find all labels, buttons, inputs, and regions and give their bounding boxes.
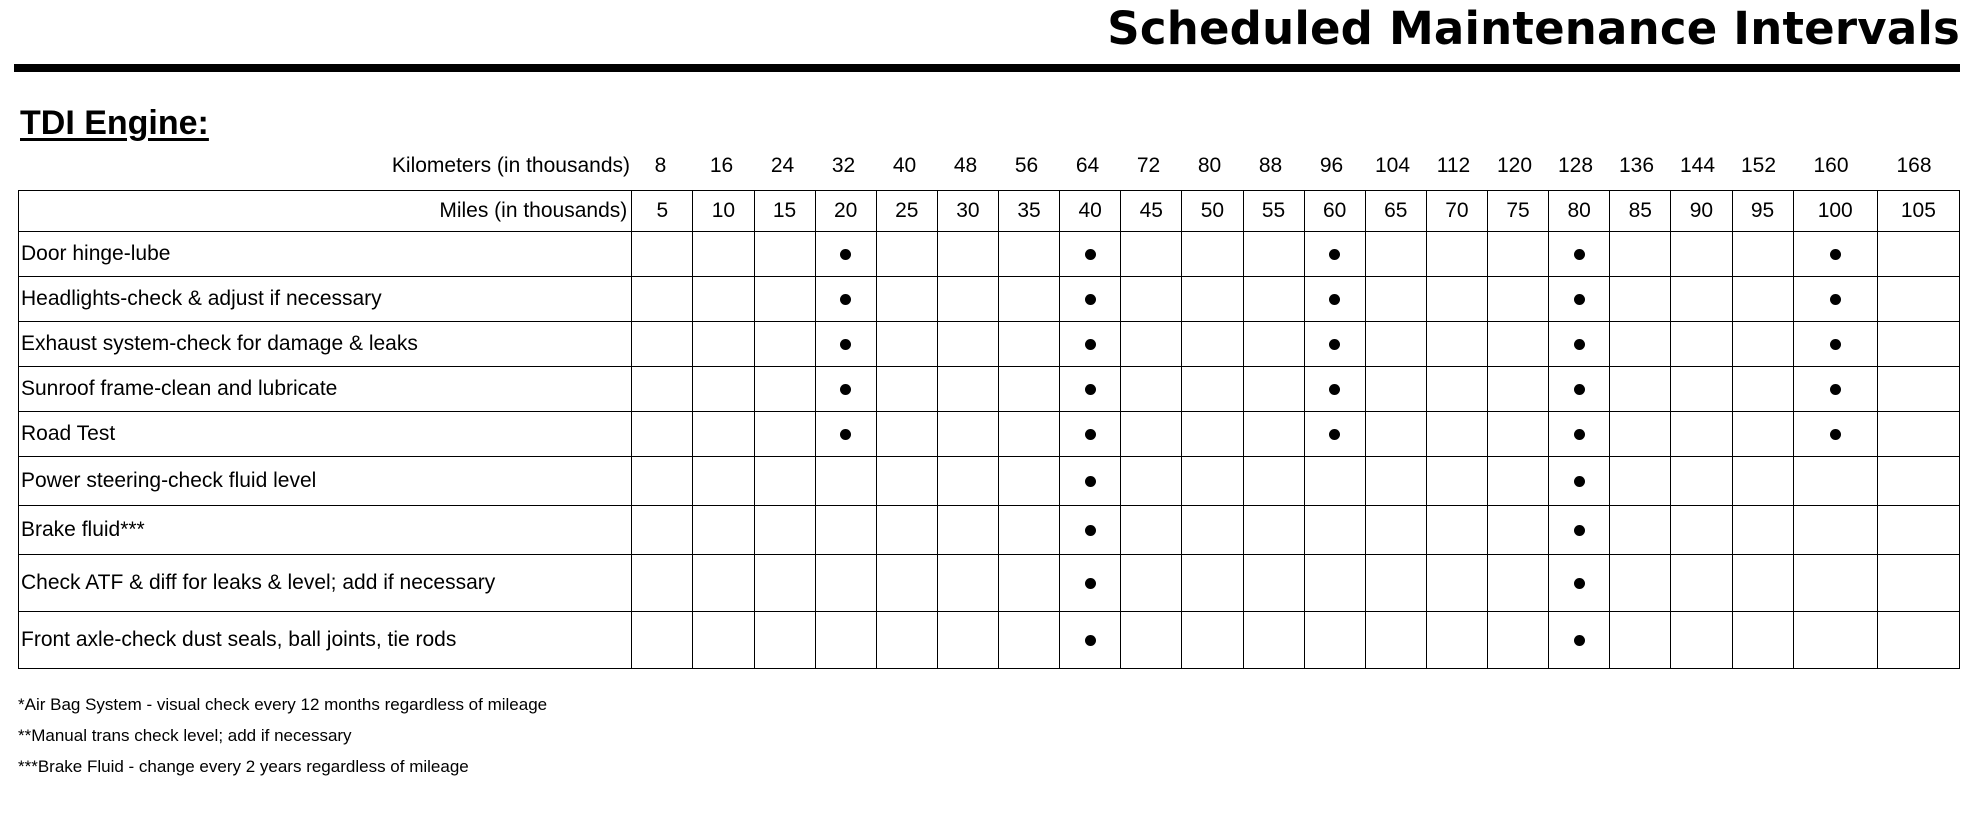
miles-value: 25 [876, 191, 937, 232]
interval-cell [1732, 277, 1793, 322]
interval-cell [1243, 277, 1304, 322]
interval-cell [1182, 412, 1243, 457]
interval-cell [1793, 412, 1877, 457]
interval-cell [1549, 612, 1610, 669]
interval-cell [999, 277, 1060, 322]
km-value: 128 [1557, 154, 1594, 177]
interval-cell [1549, 506, 1610, 555]
kilometers-header-label: Kilometers (in thousands) [391, 154, 630, 177]
km-value: 112 [1436, 154, 1471, 177]
interval-cell [1304, 457, 1365, 506]
interval-cell [815, 612, 876, 669]
interval-cell [1671, 232, 1732, 277]
km-value: 120 [1496, 154, 1533, 177]
interval-cell [999, 555, 1060, 612]
interval-cell [1488, 612, 1549, 669]
interval-cell [815, 277, 876, 322]
scheduled-dot-icon [1574, 249, 1585, 260]
interval-cell [754, 612, 815, 669]
table-row [19, 612, 1960, 669]
interval-cell [1549, 555, 1610, 612]
interval-cell [1488, 277, 1549, 322]
km-value: 160 [1813, 154, 1849, 177]
interval-cell [1243, 457, 1304, 506]
scheduled-dot-icon [1830, 339, 1841, 350]
miles-value: 20 [815, 191, 876, 232]
interval-cell [999, 612, 1060, 669]
table-row [19, 322, 1960, 367]
miles-value: 65 [1365, 191, 1426, 232]
interval-cell [1549, 412, 1610, 457]
scheduled-dot-icon [840, 249, 851, 260]
miles-value: 100 [1793, 191, 1877, 232]
interval-cell [1426, 412, 1487, 457]
interval-cell [999, 232, 1060, 277]
interval-cell [1488, 232, 1549, 277]
table-row [19, 232, 1960, 277]
interval-cell [632, 612, 693, 669]
interval-cell [1304, 506, 1365, 555]
interval-cell [1732, 232, 1793, 277]
interval-cell [1426, 322, 1487, 367]
interval-cell [632, 457, 693, 506]
interval-cell [1793, 555, 1877, 612]
section-title: TDI Engine: [20, 104, 209, 142]
interval-cell [693, 277, 754, 322]
interval-cell [693, 506, 754, 555]
interval-cell [1732, 457, 1793, 506]
interval-cell [1732, 506, 1793, 555]
interval-cell [1243, 506, 1304, 555]
interval-cell [693, 555, 754, 612]
interval-cell [1304, 555, 1365, 612]
interval-cell [754, 232, 815, 277]
interval-cell [1304, 277, 1365, 322]
interval-cell [1426, 457, 1487, 506]
interval-cell [1365, 506, 1426, 555]
interval-cell [876, 322, 937, 367]
interval-cell [1121, 277, 1182, 322]
interval-cell [1732, 555, 1793, 612]
interval-cell [876, 612, 937, 669]
interval-cell [1877, 457, 1959, 506]
interval-cell [815, 412, 876, 457]
scheduled-dot-icon [1329, 339, 1340, 350]
interval-cell [1732, 412, 1793, 457]
interval-cell [1121, 322, 1182, 367]
interval-cell [1732, 367, 1793, 412]
table-row [19, 367, 1960, 412]
miles-value: 15 [754, 191, 815, 232]
interval-cell [1365, 367, 1426, 412]
km-value: 56 [1014, 154, 1039, 177]
interval-cell [1671, 457, 1732, 506]
interval-cell [999, 322, 1060, 367]
interval-cell [1671, 612, 1732, 669]
interval-cell [1549, 232, 1610, 277]
interval-cell [1426, 367, 1487, 412]
miles-value: 40 [1060, 191, 1121, 232]
interval-cell [1610, 232, 1671, 277]
interval-cell [1610, 506, 1671, 555]
km-value: 136 [1618, 154, 1655, 177]
miles-value: 55 [1243, 191, 1304, 232]
km-value: 168 [1896, 154, 1932, 177]
interval-cell [1732, 322, 1793, 367]
interval-cell [1304, 612, 1365, 669]
footnotes [18, 689, 547, 782]
miles-value: 75 [1488, 191, 1549, 232]
interval-cell [937, 412, 998, 457]
interval-cell [1793, 322, 1877, 367]
footnote: **Manual trans check level; add if necessary [18, 726, 352, 745]
interval-cell [1304, 367, 1365, 412]
interval-cell [1549, 322, 1610, 367]
interval-cell [1060, 232, 1121, 277]
miles-value: 95 [1732, 191, 1793, 232]
task-label: Headlights-check & adjust if necessary [19, 277, 632, 322]
miles-value: 5 [632, 191, 693, 232]
task-label: Power steering-check fluid level [19, 457, 632, 506]
interval-cell [999, 457, 1060, 506]
interval-cell [1121, 412, 1182, 457]
miles-value: 35 [999, 191, 1060, 232]
interval-cell [999, 367, 1060, 412]
interval-cell [632, 232, 693, 277]
miles-value: 45 [1121, 191, 1182, 232]
scheduled-dot-icon [840, 384, 851, 395]
task-label: Brake fluid*** [19, 506, 632, 555]
interval-cell [1671, 555, 1732, 612]
interval-cell [1182, 506, 1243, 555]
interval-cell [632, 555, 693, 612]
miles-value: 80 [1549, 191, 1610, 232]
interval-cell [632, 277, 693, 322]
interval-cell [1549, 457, 1610, 506]
scheduled-dot-icon [840, 339, 851, 350]
interval-cell [815, 232, 876, 277]
km-value: 48 [953, 154, 978, 177]
miles-value: 90 [1671, 191, 1732, 232]
scheduled-dot-icon [1830, 384, 1841, 395]
interval-cell [1121, 457, 1182, 506]
interval-cell [754, 367, 815, 412]
task-label: Road Test [19, 412, 632, 457]
maintenance-table [18, 190, 1960, 669]
km-value: 104 [1374, 154, 1411, 177]
interval-cell [1243, 412, 1304, 457]
interval-cell [1182, 367, 1243, 412]
interval-cell [1426, 555, 1487, 612]
interval-cell [1426, 612, 1487, 669]
interval-cell [632, 506, 693, 555]
interval-cell [1060, 322, 1121, 367]
table-row [19, 506, 1960, 555]
interval-cell [876, 412, 937, 457]
interval-cell [1488, 457, 1549, 506]
miles-value: 105 [1877, 191, 1959, 232]
interval-cell [754, 322, 815, 367]
interval-cell [999, 412, 1060, 457]
miles-value: 50 [1182, 191, 1243, 232]
interval-cell [1793, 232, 1877, 277]
interval-cell [815, 367, 876, 412]
table-row [19, 457, 1960, 506]
interval-cell [1610, 322, 1671, 367]
interval-cell [1793, 457, 1877, 506]
interval-cell [754, 506, 815, 555]
interval-cell [1671, 506, 1732, 555]
task-label: Front axle-check dust seals, ball joints, tie rods [19, 612, 632, 669]
interval-cell [1121, 232, 1182, 277]
interval-cell [1671, 277, 1732, 322]
interval-cell [693, 612, 754, 669]
interval-cell [1793, 277, 1877, 322]
task-label: Exhaust system-check for damage & leaks [19, 322, 632, 367]
scheduled-dot-icon [1574, 294, 1585, 305]
interval-cell [1365, 412, 1426, 457]
interval-cell [1877, 322, 1959, 367]
interval-cell [1488, 322, 1549, 367]
interval-cell [1304, 232, 1365, 277]
scheduled-dot-icon [1085, 525, 1096, 536]
scheduled-dot-icon [1574, 476, 1585, 487]
interval-cell [876, 506, 937, 555]
interval-cell [1365, 277, 1426, 322]
miles-value: 60 [1304, 191, 1365, 232]
interval-cell [1877, 412, 1959, 457]
interval-cell [937, 367, 998, 412]
scheduled-dot-icon [1574, 429, 1585, 440]
interval-cell [632, 322, 693, 367]
interval-cell [1304, 412, 1365, 457]
interval-cell [1365, 457, 1426, 506]
scheduled-dot-icon [1574, 339, 1585, 350]
scheduled-dot-icon [840, 294, 851, 305]
interval-cell [1610, 555, 1671, 612]
kilometers-header-row [0, 151, 1970, 181]
interval-cell [1877, 612, 1959, 669]
interval-cell [937, 322, 998, 367]
interval-cell [1243, 367, 1304, 412]
scheduled-dot-icon [1329, 429, 1340, 440]
interval-cell [937, 457, 998, 506]
scheduled-dot-icon [1574, 525, 1585, 536]
km-value: 40 [892, 154, 917, 177]
interval-cell [1182, 232, 1243, 277]
interval-cell [1732, 612, 1793, 669]
interval-cell [1671, 412, 1732, 457]
interval-cell [1793, 612, 1877, 669]
title-divider [14, 64, 1960, 72]
interval-cell [876, 277, 937, 322]
interval-cell [754, 457, 815, 506]
interval-cell [1610, 412, 1671, 457]
table-row [19, 277, 1960, 322]
scheduled-dot-icon [1085, 249, 1096, 260]
interval-cell [1793, 367, 1877, 412]
interval-cell [937, 232, 998, 277]
interval-cell [754, 412, 815, 457]
interval-cell [632, 412, 693, 457]
interval-cell [876, 232, 937, 277]
interval-cell [1182, 277, 1243, 322]
km-value: 96 [1319, 154, 1344, 177]
km-value: 144 [1679, 154, 1716, 177]
interval-cell [1182, 457, 1243, 506]
interval-cell [1610, 612, 1671, 669]
interval-cell [1243, 232, 1304, 277]
interval-cell [937, 612, 998, 669]
interval-cell [693, 412, 754, 457]
interval-cell [1426, 232, 1487, 277]
miles-header-row [19, 191, 1960, 232]
interval-cell [1549, 277, 1610, 322]
interval-cell [693, 232, 754, 277]
task-label: Sunroof frame-clean and lubricate [19, 367, 632, 412]
interval-cell [693, 367, 754, 412]
km-value: 152 [1740, 154, 1777, 177]
km-value: 80 [1197, 154, 1222, 177]
interval-cell [1243, 555, 1304, 612]
km-value: 72 [1136, 154, 1161, 177]
interval-cell [1365, 612, 1426, 669]
km-value: 88 [1258, 154, 1283, 177]
interval-cell [876, 457, 937, 506]
interval-cell [1182, 612, 1243, 669]
interval-cell [754, 277, 815, 322]
scheduled-dot-icon [1085, 294, 1096, 305]
interval-cell [1793, 506, 1877, 555]
interval-cell [1121, 555, 1182, 612]
table-row [19, 555, 1960, 612]
interval-cell [1877, 277, 1959, 322]
interval-cell [693, 457, 754, 506]
interval-cell [1877, 555, 1959, 612]
interval-cell [693, 322, 754, 367]
scheduled-dot-icon [1085, 429, 1096, 440]
scheduled-dot-icon [1574, 578, 1585, 589]
scheduled-dot-icon [1085, 384, 1096, 395]
scheduled-dot-icon [1574, 635, 1585, 646]
footnote: *Air Bag System - visual check every 12 months regardless of mileage [18, 695, 548, 714]
interval-cell [1671, 322, 1732, 367]
miles-value: 85 [1610, 191, 1671, 232]
interval-cell [1365, 322, 1426, 367]
interval-cell [815, 322, 876, 367]
interval-cell [1304, 322, 1365, 367]
interval-cell [1121, 367, 1182, 412]
interval-cell [815, 555, 876, 612]
interval-cell [1671, 367, 1732, 412]
interval-cell [937, 277, 998, 322]
interval-cell [1877, 506, 1959, 555]
interval-cell [1365, 555, 1426, 612]
interval-cell [1488, 555, 1549, 612]
interval-cell [1610, 457, 1671, 506]
interval-cell [815, 457, 876, 506]
miles-value: 10 [693, 191, 754, 232]
interval-cell [632, 367, 693, 412]
interval-cell [1426, 506, 1487, 555]
km-value: 24 [770, 154, 795, 177]
task-label: Door hinge-lube [19, 232, 632, 277]
interval-cell [1060, 506, 1121, 555]
scheduled-dot-icon [1329, 294, 1340, 305]
interval-cell [1060, 277, 1121, 322]
scheduled-dot-icon [1329, 384, 1340, 395]
interval-cell [1877, 232, 1959, 277]
interval-cell [1243, 612, 1304, 669]
interval-cell [1060, 457, 1121, 506]
interval-cell [1060, 612, 1121, 669]
interval-cell [1121, 506, 1182, 555]
scheduled-dot-icon [1085, 476, 1096, 487]
interval-cell [876, 367, 937, 412]
km-value: 64 [1075, 154, 1100, 177]
interval-cell [1488, 506, 1549, 555]
scheduled-dot-icon [1830, 294, 1841, 305]
interval-cell [1365, 232, 1426, 277]
interval-cell [1060, 412, 1121, 457]
scheduled-dot-icon [840, 429, 851, 440]
km-value: 8 [654, 154, 667, 177]
interval-cell [1182, 322, 1243, 367]
interval-cell [1426, 277, 1487, 322]
interval-cell [1243, 322, 1304, 367]
interval-cell [937, 555, 998, 612]
scheduled-dot-icon [1830, 249, 1841, 260]
interval-cell [999, 506, 1060, 555]
miles-value: 70 [1426, 191, 1487, 232]
interval-cell [1610, 277, 1671, 322]
interval-cell [1877, 367, 1959, 412]
interval-cell [815, 506, 876, 555]
interval-cell [1549, 367, 1610, 412]
interval-cell [1121, 612, 1182, 669]
km-value: 16 [709, 154, 734, 177]
scheduled-dot-icon [1830, 429, 1841, 440]
miles-header-label: Miles (in thousands) [19, 191, 632, 232]
footnote: ***Brake Fluid - change every 2 years regardless of mileage [18, 757, 469, 776]
table-row [19, 412, 1960, 457]
interval-cell [1060, 555, 1121, 612]
interval-cell [1182, 555, 1243, 612]
interval-cell [876, 555, 937, 612]
interval-cell [1610, 367, 1671, 412]
scheduled-dot-icon [1085, 578, 1096, 589]
scheduled-dot-icon [1574, 384, 1585, 395]
interval-cell [1060, 367, 1121, 412]
interval-cell [1488, 367, 1549, 412]
page-title: Scheduled Maintenance Intervals [1107, 2, 1960, 55]
scheduled-dot-icon [1085, 339, 1096, 350]
interval-cell [754, 555, 815, 612]
interval-cell [937, 506, 998, 555]
scheduled-dot-icon [1329, 249, 1340, 260]
km-value: 32 [831, 154, 856, 177]
task-label: Check ATF & diff for leaks & level; add if necessary [19, 555, 632, 612]
miles-value: 30 [937, 191, 998, 232]
interval-cell [1488, 412, 1549, 457]
scheduled-dot-icon [1085, 635, 1096, 646]
